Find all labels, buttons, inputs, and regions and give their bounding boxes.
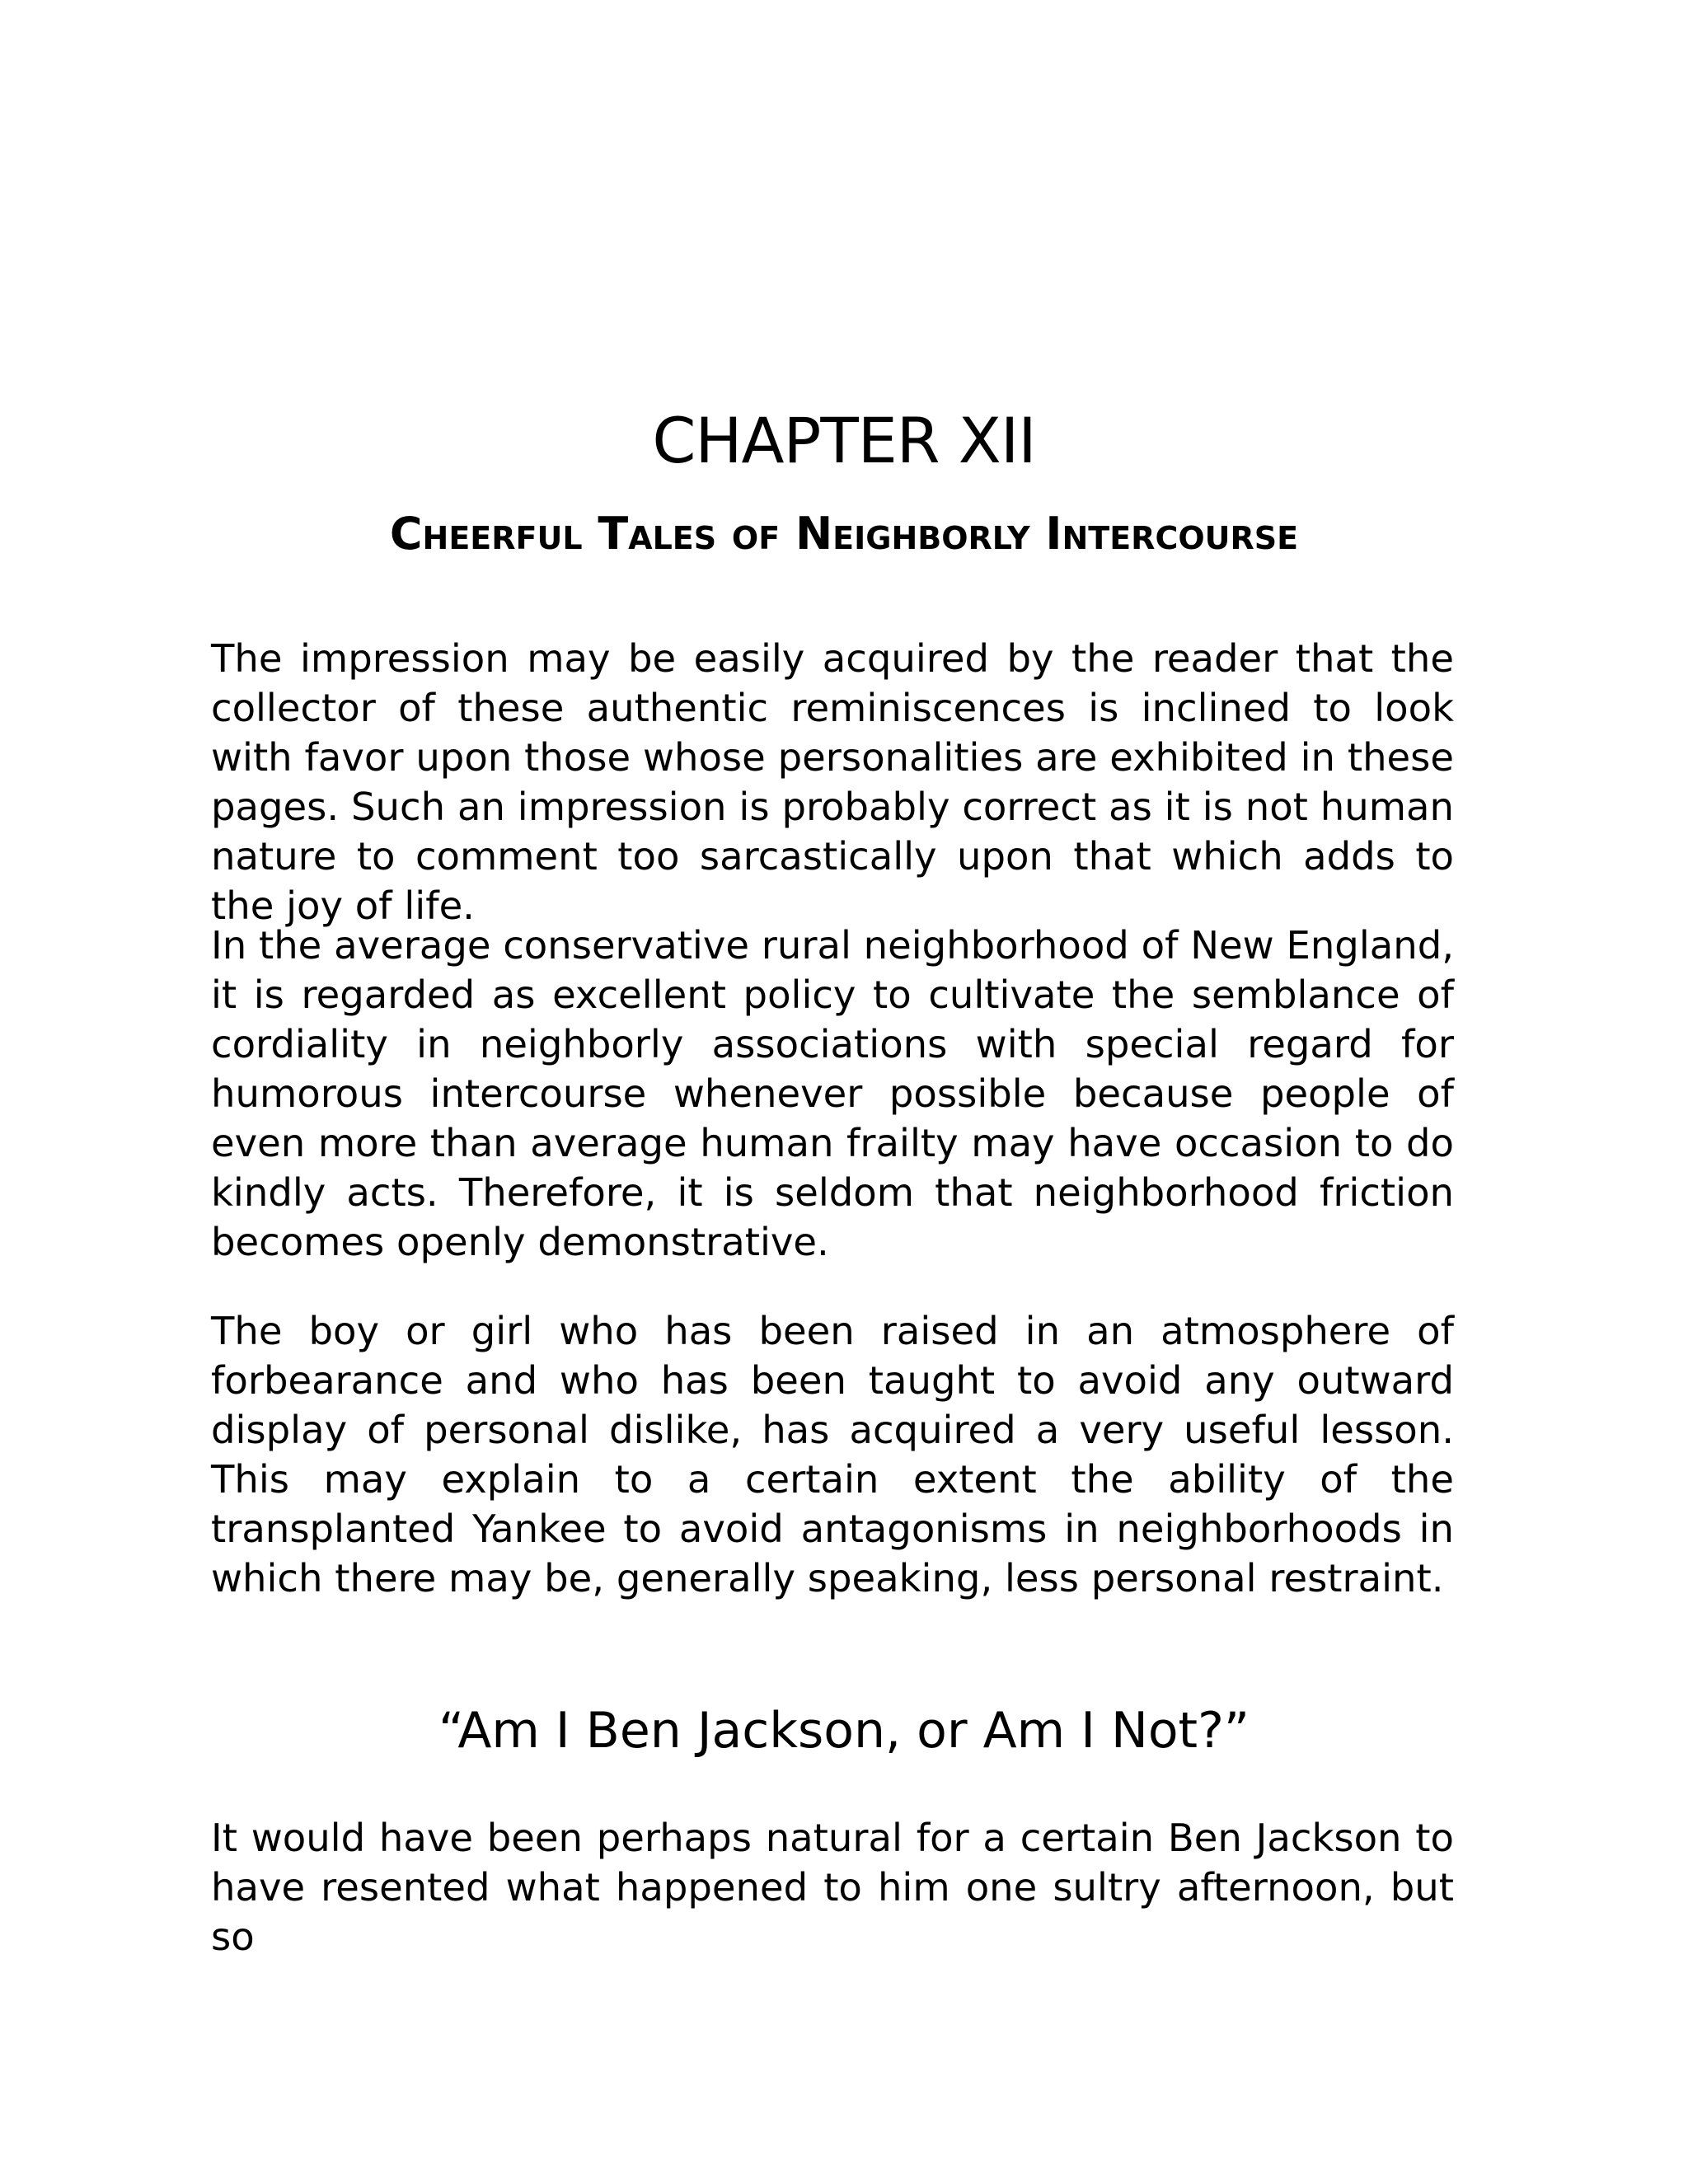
body-paragraph-3: The boy or girl who has been raised in an atmosphere of forbearance and who has been taught to avoid any outward display of personal dislike, has acquired a very useful lesson. This may explain to a certain extent the ability of the transplanted Yankee to avoid antagonisms in neighborhoods in which there may be, generally speaking, less personal restraint. (211, 1309, 1454, 1601)
chapter-subtitle: Cheerful Tales of Neighborly Intercourse (389, 508, 1299, 560)
section-heading: “Am I Ben Jackson, or Am I Not?” (438, 1702, 1250, 1760)
chapter-title: CHAPTER XII (652, 404, 1036, 477)
body-paragraph-1: The impression may be easily acquired by the reader that the collector of these authentic reminiscences is inclined to look with favor upon those whose personalities are exhibited in these pages. Such an impression is probably correct as it is not human nature to comment too sarcastically upon that which adds to the joy of life. (211, 636, 1454, 928)
section-paragraph: It would have been perhaps natural for a certain Ben Jackson to have resented what happened to him one sultry afternoon, but so (211, 1816, 1454, 1959)
body-paragraph-2: In the average conservative rural neighborhood of New England, it is regarded as excellent policy to cultivate the semblance of cordiality in neighborly associations with special regard for humorous intercourse whenever possible because people of even more than average human frailty may have occasion to do kindly acts. Therefore, it is seldom that neighborhood friction becomes openly demonstrative. (211, 923, 1454, 1264)
